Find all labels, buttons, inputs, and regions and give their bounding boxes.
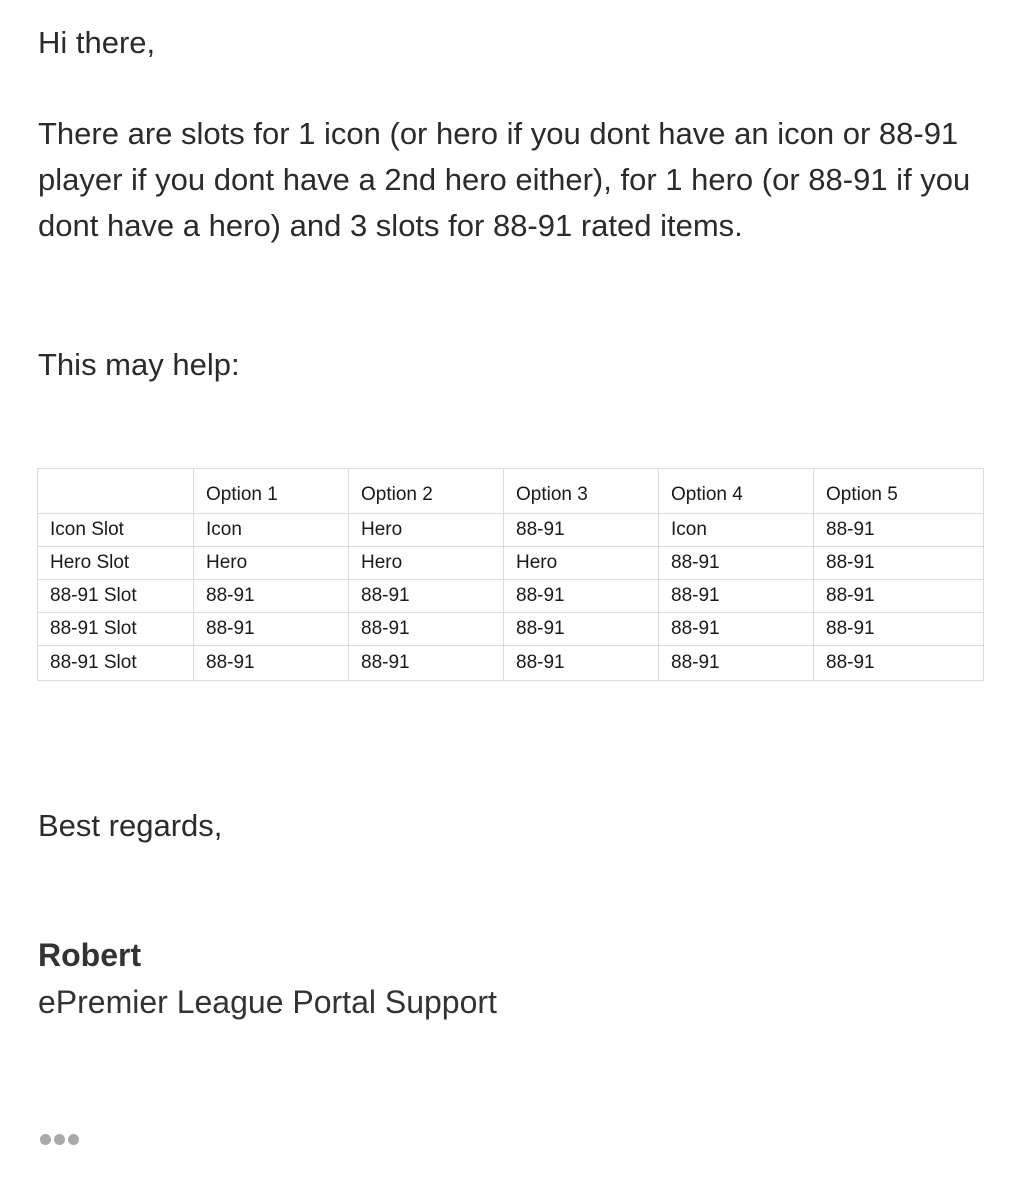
table-cell: 88-91 <box>194 580 349 613</box>
help-line: This may help: <box>38 347 240 382</box>
table-cell: 88-91 <box>814 580 984 613</box>
table-cell: 88-91 <box>659 547 814 580</box>
table-header-cell: Option 5 <box>814 469 984 514</box>
table-row <box>38 580 984 613</box>
table-cell: 88-91 <box>814 613 984 646</box>
table-cell: Hero <box>504 547 659 580</box>
table-row-label: Icon Slot <box>38 514 194 547</box>
table-header-cell: Option 4 <box>659 469 814 514</box>
table-cell: 88-91 <box>349 646 504 681</box>
table-cell: 88-91 <box>504 613 659 646</box>
table-header-cell: Option 2 <box>349 469 504 514</box>
table-row <box>38 613 984 646</box>
closing: Best regards, <box>38 808 223 843</box>
slot-options-table <box>37 468 984 681</box>
ellipsis-dot <box>68 1134 79 1145</box>
ellipsis-dot <box>40 1134 51 1145</box>
ellipsis-dot <box>54 1134 65 1145</box>
table-header-cell: Option 1 <box>194 469 349 514</box>
table-cell: 88-91 <box>659 613 814 646</box>
table-cell: Icon <box>194 514 349 547</box>
table-row-label: 88-91 Slot <box>38 646 194 681</box>
table-cell: 88-91 <box>194 613 349 646</box>
signature-role: ePremier League Portal Support <box>38 984 497 1020</box>
table-row-label: 88-91 Slot <box>38 580 194 613</box>
table-cell: 88-91 <box>349 613 504 646</box>
table-row-label: 88-91 Slot <box>38 613 194 646</box>
table-cell: Hero <box>194 547 349 580</box>
table-cell: 88-91 <box>504 580 659 613</box>
greeting: Hi there, <box>38 25 156 60</box>
table-cell: 88-91 <box>504 646 659 681</box>
ellipsis-icon[interactable] <box>40 1134 79 1145</box>
table-cell: 88-91 <box>659 580 814 613</box>
table-cell: Hero <box>349 514 504 547</box>
table-cell: 88-91 <box>504 514 659 547</box>
table-row <box>38 547 984 580</box>
table-cell: 88-91 <box>814 547 984 580</box>
table-body <box>38 469 984 681</box>
table-cell: Icon <box>659 514 814 547</box>
table-header-cell <box>38 469 194 514</box>
table-cell: Hero <box>349 547 504 580</box>
table-cell: 88-91 <box>349 580 504 613</box>
table-row <box>38 646 984 681</box>
table-row-label: Hero Slot <box>38 547 194 580</box>
table-cell: 88-91 <box>814 646 984 681</box>
signature-name: Robert <box>38 937 142 973</box>
table-cell: 88-91 <box>194 646 349 681</box>
table-header-cell: Option 3 <box>504 469 659 514</box>
table-row <box>38 514 984 547</box>
table-cell: 88-91 <box>659 646 814 681</box>
email-body: There are slots for 1 icon (or hero if you dont have an icon or 88-91 player if you dont have a 2nd hero either), for 1 hero (or 88-91 if you dont have a hero) and 3 slots for 88-91 rated items. <box>38 116 971 243</box>
table-header-row <box>38 469 984 514</box>
table-cell: 88-91 <box>814 514 984 547</box>
